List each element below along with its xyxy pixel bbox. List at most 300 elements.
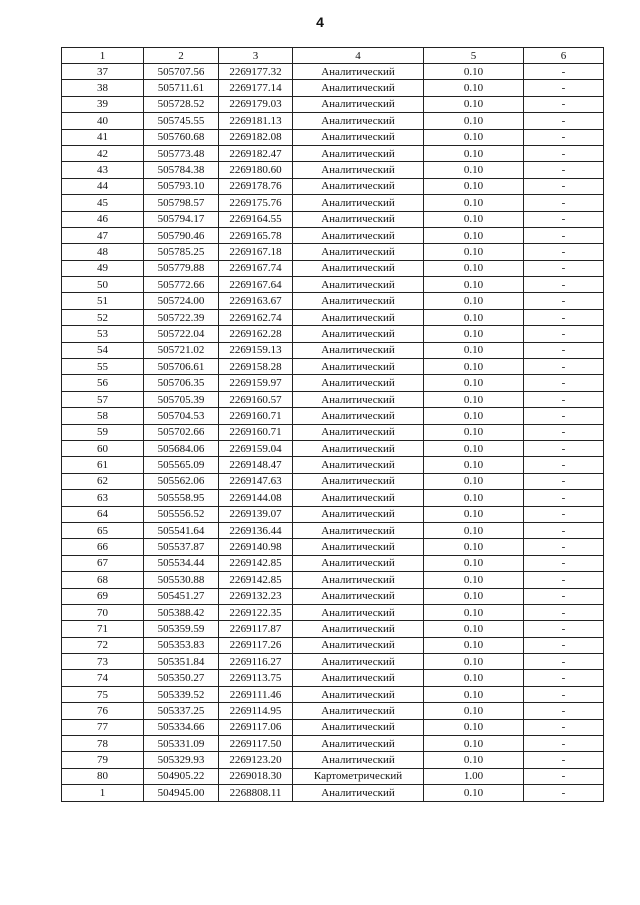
x-coordinate-cell: 505339.52 (144, 686, 219, 702)
table-row (62, 309, 604, 325)
accuracy-cell: 0.10 (424, 440, 524, 456)
point-number-cell: 69 (62, 588, 144, 604)
point-number-cell: 1 (62, 785, 144, 801)
table-row (62, 96, 604, 112)
accuracy-cell: 1.00 (424, 768, 524, 784)
point-number-cell: 68 (62, 572, 144, 588)
point-number-cell: 74 (62, 670, 144, 686)
x-coordinate-cell: 505565.09 (144, 457, 219, 473)
y-coordinate-cell: 2269159.13 (219, 342, 293, 358)
accuracy-cell: 0.10 (424, 506, 524, 522)
y-coordinate-cell: 2268808.11 (219, 785, 293, 801)
point-number-cell: 79 (62, 752, 144, 768)
method-cell: Аналитический (293, 719, 424, 735)
accuracy-cell: 0.10 (424, 64, 524, 80)
note-cell: - (524, 342, 604, 358)
accuracy-cell: 0.10 (424, 162, 524, 178)
accuracy-cell: 0.10 (424, 785, 524, 801)
point-number-cell: 52 (62, 309, 144, 325)
y-coordinate-cell: 2269175.76 (219, 195, 293, 211)
table-row (62, 736, 604, 752)
note-cell: - (524, 768, 604, 784)
note-cell: - (524, 129, 604, 145)
y-coordinate-cell: 2269144.08 (219, 490, 293, 506)
x-coordinate-cell: 505745.55 (144, 113, 219, 129)
method-cell: Аналитический (293, 539, 424, 555)
point-number-cell: 49 (62, 260, 144, 276)
y-coordinate-cell: 2269182.08 (219, 129, 293, 145)
table-row (62, 604, 604, 620)
method-cell: Аналитический (293, 244, 424, 260)
y-coordinate-cell: 2269114.95 (219, 703, 293, 719)
table-row (62, 473, 604, 489)
point-number-cell: 44 (62, 178, 144, 194)
note-cell: - (524, 359, 604, 375)
point-number-cell: 40 (62, 113, 144, 129)
method-cell: Аналитический (293, 293, 424, 309)
accuracy-cell: 0.10 (424, 391, 524, 407)
column-header: 1 (62, 48, 144, 64)
point-number-cell: 66 (62, 539, 144, 555)
y-coordinate-cell: 2269018.30 (219, 768, 293, 784)
point-number-cell: 64 (62, 506, 144, 522)
method-cell: Аналитический (293, 162, 424, 178)
note-cell: - (524, 80, 604, 96)
accuracy-cell: 0.10 (424, 686, 524, 702)
table-row (62, 359, 604, 375)
method-cell: Аналитический (293, 440, 424, 456)
accuracy-cell: 0.10 (424, 654, 524, 670)
note-cell: - (524, 195, 604, 211)
point-number-cell: 57 (62, 391, 144, 407)
point-number-cell: 71 (62, 621, 144, 637)
table-body (62, 64, 604, 802)
point-number-cell: 77 (62, 719, 144, 735)
x-coordinate-cell: 505337.25 (144, 703, 219, 719)
y-coordinate-cell: 2269160.71 (219, 408, 293, 424)
y-coordinate-cell: 2269116.27 (219, 654, 293, 670)
method-cell: Аналитический (293, 588, 424, 604)
note-cell: - (524, 162, 604, 178)
method-cell: Аналитический (293, 277, 424, 293)
method-cell: Аналитический (293, 555, 424, 571)
point-number-cell: 58 (62, 408, 144, 424)
x-coordinate-cell: 505772.66 (144, 277, 219, 293)
table-row (62, 260, 604, 276)
x-coordinate-cell: 505711.61 (144, 80, 219, 96)
table-row (62, 424, 604, 440)
table-row (62, 572, 604, 588)
y-coordinate-cell: 2269165.78 (219, 227, 293, 243)
note-cell: - (524, 621, 604, 637)
point-number-cell: 43 (62, 162, 144, 178)
y-coordinate-cell: 2269159.97 (219, 375, 293, 391)
method-cell: Аналитический (293, 703, 424, 719)
note-cell: - (524, 654, 604, 670)
note-cell: - (524, 309, 604, 325)
y-coordinate-cell: 2269179.03 (219, 96, 293, 112)
note-cell: - (524, 64, 604, 80)
page-number: 4 (316, 14, 324, 30)
note-cell: - (524, 604, 604, 620)
method-cell: Аналитический (293, 129, 424, 145)
note-cell: - (524, 293, 604, 309)
method-cell: Аналитический (293, 604, 424, 620)
y-coordinate-cell: 2269158.28 (219, 359, 293, 375)
point-number-cell: 72 (62, 637, 144, 653)
column-header: 6 (524, 48, 604, 64)
x-coordinate-cell: 505684.06 (144, 440, 219, 456)
x-coordinate-cell: 505350.27 (144, 670, 219, 686)
note-cell: - (524, 457, 604, 473)
table-row (62, 195, 604, 211)
note-cell: - (524, 424, 604, 440)
method-cell: Аналитический (293, 260, 424, 276)
point-number-cell: 73 (62, 654, 144, 670)
x-coordinate-cell: 505331.09 (144, 736, 219, 752)
point-number-cell: 39 (62, 96, 144, 112)
table-row (62, 719, 604, 735)
accuracy-cell: 0.10 (424, 113, 524, 129)
y-coordinate-cell: 2269147.63 (219, 473, 293, 489)
accuracy-cell: 0.10 (424, 522, 524, 538)
table-row (62, 277, 604, 293)
note-cell: - (524, 227, 604, 243)
y-coordinate-cell: 2269140.98 (219, 539, 293, 555)
accuracy-cell: 0.10 (424, 293, 524, 309)
accuracy-cell: 0.10 (424, 703, 524, 719)
y-coordinate-cell: 2269167.64 (219, 277, 293, 293)
accuracy-cell: 0.10 (424, 211, 524, 227)
method-cell: Аналитический (293, 670, 424, 686)
method-cell: Картометрический (293, 768, 424, 784)
table-row (62, 80, 604, 96)
y-coordinate-cell: 2269162.28 (219, 326, 293, 342)
y-coordinate-cell: 2269117.26 (219, 637, 293, 653)
y-coordinate-cell: 2269160.71 (219, 424, 293, 440)
x-coordinate-cell: 505541.64 (144, 522, 219, 538)
accuracy-cell: 0.10 (424, 572, 524, 588)
x-coordinate-cell: 504905.22 (144, 768, 219, 784)
x-coordinate-cell: 505793.10 (144, 178, 219, 194)
accuracy-cell: 0.10 (424, 244, 524, 260)
note-cell: - (524, 539, 604, 555)
point-number-cell: 78 (62, 736, 144, 752)
point-number-cell: 41 (62, 129, 144, 145)
method-cell: Аналитический (293, 195, 424, 211)
table-row (62, 162, 604, 178)
accuracy-cell: 0.10 (424, 490, 524, 506)
y-coordinate-cell: 2269167.74 (219, 260, 293, 276)
note-cell: - (524, 408, 604, 424)
x-coordinate-cell: 505722.04 (144, 326, 219, 342)
table-row (62, 408, 604, 424)
table-row (62, 637, 604, 653)
table-row (62, 457, 604, 473)
table-row (62, 670, 604, 686)
x-coordinate-cell: 505562.06 (144, 473, 219, 489)
note-cell: - (524, 391, 604, 407)
y-coordinate-cell: 2269117.06 (219, 719, 293, 735)
point-number-cell: 59 (62, 424, 144, 440)
method-cell: Аналитический (293, 178, 424, 194)
accuracy-cell: 0.10 (424, 359, 524, 375)
accuracy-cell: 0.10 (424, 457, 524, 473)
note-cell: - (524, 555, 604, 571)
point-number-cell: 55 (62, 359, 144, 375)
point-number-cell: 47 (62, 227, 144, 243)
x-coordinate-cell: 505724.00 (144, 293, 219, 309)
accuracy-cell: 0.10 (424, 145, 524, 161)
point-number-cell: 46 (62, 211, 144, 227)
method-cell: Аналитический (293, 572, 424, 588)
method-cell: Аналитический (293, 522, 424, 538)
y-coordinate-cell: 2269117.50 (219, 736, 293, 752)
x-coordinate-cell: 505556.52 (144, 506, 219, 522)
x-coordinate-cell: 505760.68 (144, 129, 219, 145)
accuracy-cell: 0.10 (424, 260, 524, 276)
y-coordinate-cell: 2269142.85 (219, 555, 293, 571)
note-cell: - (524, 736, 604, 752)
point-number-cell: 54 (62, 342, 144, 358)
method-cell: Аналитический (293, 490, 424, 506)
point-number-cell: 56 (62, 375, 144, 391)
x-coordinate-cell: 505722.39 (144, 309, 219, 325)
method-cell: Аналитический (293, 408, 424, 424)
y-coordinate-cell: 2269113.75 (219, 670, 293, 686)
method-cell: Аналитический (293, 211, 424, 227)
note-cell: - (524, 506, 604, 522)
point-number-cell: 75 (62, 686, 144, 702)
note-cell: - (524, 473, 604, 489)
method-cell: Аналитический (293, 375, 424, 391)
point-number-cell: 50 (62, 277, 144, 293)
point-number-cell: 48 (62, 244, 144, 260)
accuracy-cell: 0.10 (424, 309, 524, 325)
point-number-cell: 65 (62, 522, 144, 538)
point-number-cell: 61 (62, 457, 144, 473)
accuracy-cell: 0.10 (424, 408, 524, 424)
accuracy-cell: 0.10 (424, 736, 524, 752)
method-cell: Аналитический (293, 309, 424, 325)
table-row (62, 686, 604, 702)
table-row (62, 506, 604, 522)
accuracy-cell: 0.10 (424, 227, 524, 243)
table-row (62, 391, 604, 407)
table-row (62, 522, 604, 538)
method-cell: Аналитический (293, 752, 424, 768)
point-number-cell: 62 (62, 473, 144, 489)
x-coordinate-cell: 505353.83 (144, 637, 219, 653)
note-cell: - (524, 490, 604, 506)
note-cell: - (524, 211, 604, 227)
coordinates-table (61, 47, 604, 802)
table-row (62, 539, 604, 555)
table-row (62, 244, 604, 260)
note-cell: - (524, 178, 604, 194)
column-header: 4 (293, 48, 424, 64)
y-coordinate-cell: 2269136.44 (219, 522, 293, 538)
note-cell: - (524, 785, 604, 801)
y-coordinate-cell: 2269139.07 (219, 506, 293, 522)
note-cell: - (524, 752, 604, 768)
x-coordinate-cell: 505773.48 (144, 145, 219, 161)
method-cell: Аналитический (293, 621, 424, 637)
x-coordinate-cell: 505702.66 (144, 424, 219, 440)
accuracy-cell: 0.10 (424, 96, 524, 112)
x-coordinate-cell: 505785.25 (144, 244, 219, 260)
y-coordinate-cell: 2269180.60 (219, 162, 293, 178)
method-cell: Аналитический (293, 506, 424, 522)
table-row (62, 227, 604, 243)
x-coordinate-cell: 505534.44 (144, 555, 219, 571)
note-cell: - (524, 703, 604, 719)
method-cell: Аналитический (293, 736, 424, 752)
x-coordinate-cell: 505721.02 (144, 342, 219, 358)
table-row (62, 129, 604, 145)
table-row (62, 342, 604, 358)
x-coordinate-cell: 505794.17 (144, 211, 219, 227)
method-cell: Аналитический (293, 391, 424, 407)
accuracy-cell: 0.10 (424, 539, 524, 555)
table-row (62, 178, 604, 194)
y-coordinate-cell: 2269163.67 (219, 293, 293, 309)
y-coordinate-cell: 2269177.32 (219, 64, 293, 80)
point-number-cell: 60 (62, 440, 144, 456)
y-coordinate-cell: 2269159.04 (219, 440, 293, 456)
column-header: 2 (144, 48, 219, 64)
point-number-cell: 63 (62, 490, 144, 506)
accuracy-cell: 0.10 (424, 588, 524, 604)
y-coordinate-cell: 2269164.55 (219, 211, 293, 227)
y-coordinate-cell: 2269182.47 (219, 145, 293, 161)
note-cell: - (524, 260, 604, 276)
x-coordinate-cell: 505728.52 (144, 96, 219, 112)
x-coordinate-cell: 505351.84 (144, 654, 219, 670)
point-number-cell: 76 (62, 703, 144, 719)
x-coordinate-cell: 505707.56 (144, 64, 219, 80)
table-row (62, 490, 604, 506)
point-number-cell: 37 (62, 64, 144, 80)
y-coordinate-cell: 2269148.47 (219, 457, 293, 473)
accuracy-cell: 0.10 (424, 277, 524, 293)
accuracy-cell: 0.10 (424, 375, 524, 391)
note-cell: - (524, 244, 604, 260)
x-coordinate-cell: 505388.42 (144, 604, 219, 620)
table-row (62, 113, 604, 129)
note-cell: - (524, 686, 604, 702)
point-number-cell: 45 (62, 195, 144, 211)
table-row (62, 768, 604, 784)
x-coordinate-cell: 505558.95 (144, 490, 219, 506)
table-row (62, 211, 604, 227)
point-number-cell: 38 (62, 80, 144, 96)
method-cell: Аналитический (293, 637, 424, 653)
point-number-cell: 42 (62, 145, 144, 161)
accuracy-cell: 0.10 (424, 752, 524, 768)
y-coordinate-cell: 2269142.85 (219, 572, 293, 588)
y-coordinate-cell: 2269177.14 (219, 80, 293, 96)
table-row (62, 752, 604, 768)
y-coordinate-cell: 2269122.35 (219, 604, 293, 620)
y-coordinate-cell: 2269162.74 (219, 309, 293, 325)
x-coordinate-cell: 505334.66 (144, 719, 219, 735)
method-cell: Аналитический (293, 457, 424, 473)
note-cell: - (524, 145, 604, 161)
x-coordinate-cell: 505359.59 (144, 621, 219, 637)
x-coordinate-cell: 505451.27 (144, 588, 219, 604)
accuracy-cell: 0.10 (424, 555, 524, 571)
accuracy-cell: 0.10 (424, 424, 524, 440)
point-number-cell: 80 (62, 768, 144, 784)
table-row (62, 64, 604, 80)
note-cell: - (524, 326, 604, 342)
note-cell: - (524, 719, 604, 735)
x-coordinate-cell: 505530.88 (144, 572, 219, 588)
note-cell: - (524, 375, 604, 391)
accuracy-cell: 0.10 (424, 604, 524, 620)
point-number-cell: 67 (62, 555, 144, 571)
table-row (62, 375, 604, 391)
table-row (62, 555, 604, 571)
method-cell: Аналитический (293, 654, 424, 670)
table-header-row (62, 48, 604, 64)
table-row (62, 293, 604, 309)
method-cell: Аналитический (293, 359, 424, 375)
accuracy-cell: 0.10 (424, 80, 524, 96)
table-row (62, 145, 604, 161)
method-cell: Аналитический (293, 64, 424, 80)
note-cell: - (524, 588, 604, 604)
x-coordinate-cell: 505705.39 (144, 391, 219, 407)
method-cell: Аналитический (293, 96, 424, 112)
y-coordinate-cell: 2269123.20 (219, 752, 293, 768)
y-coordinate-cell: 2269178.76 (219, 178, 293, 194)
table-row (62, 588, 604, 604)
accuracy-cell: 0.10 (424, 178, 524, 194)
accuracy-cell: 0.10 (424, 670, 524, 686)
accuracy-cell: 0.10 (424, 719, 524, 735)
method-cell: Аналитический (293, 227, 424, 243)
table-row (62, 785, 604, 801)
y-coordinate-cell: 2269160.57 (219, 391, 293, 407)
x-coordinate-cell: 505706.35 (144, 375, 219, 391)
x-coordinate-cell: 505779.88 (144, 260, 219, 276)
x-coordinate-cell: 505706.61 (144, 359, 219, 375)
note-cell: - (524, 572, 604, 588)
accuracy-cell: 0.10 (424, 621, 524, 637)
method-cell: Аналитический (293, 326, 424, 342)
note-cell: - (524, 440, 604, 456)
note-cell: - (524, 277, 604, 293)
y-coordinate-cell: 2269111.46 (219, 686, 293, 702)
point-number-cell: 53 (62, 326, 144, 342)
y-coordinate-cell: 2269132.23 (219, 588, 293, 604)
table-row (62, 654, 604, 670)
x-coordinate-cell: 505704.53 (144, 408, 219, 424)
note-cell: - (524, 670, 604, 686)
method-cell: Аналитический (293, 473, 424, 489)
note-cell: - (524, 113, 604, 129)
method-cell: Аналитический (293, 686, 424, 702)
note-cell: - (524, 96, 604, 112)
accuracy-cell: 0.10 (424, 195, 524, 211)
x-coordinate-cell: 504945.00 (144, 785, 219, 801)
accuracy-cell: 0.10 (424, 473, 524, 489)
y-coordinate-cell: 2269167.18 (219, 244, 293, 260)
method-cell: Аналитический (293, 785, 424, 801)
table-row (62, 326, 604, 342)
